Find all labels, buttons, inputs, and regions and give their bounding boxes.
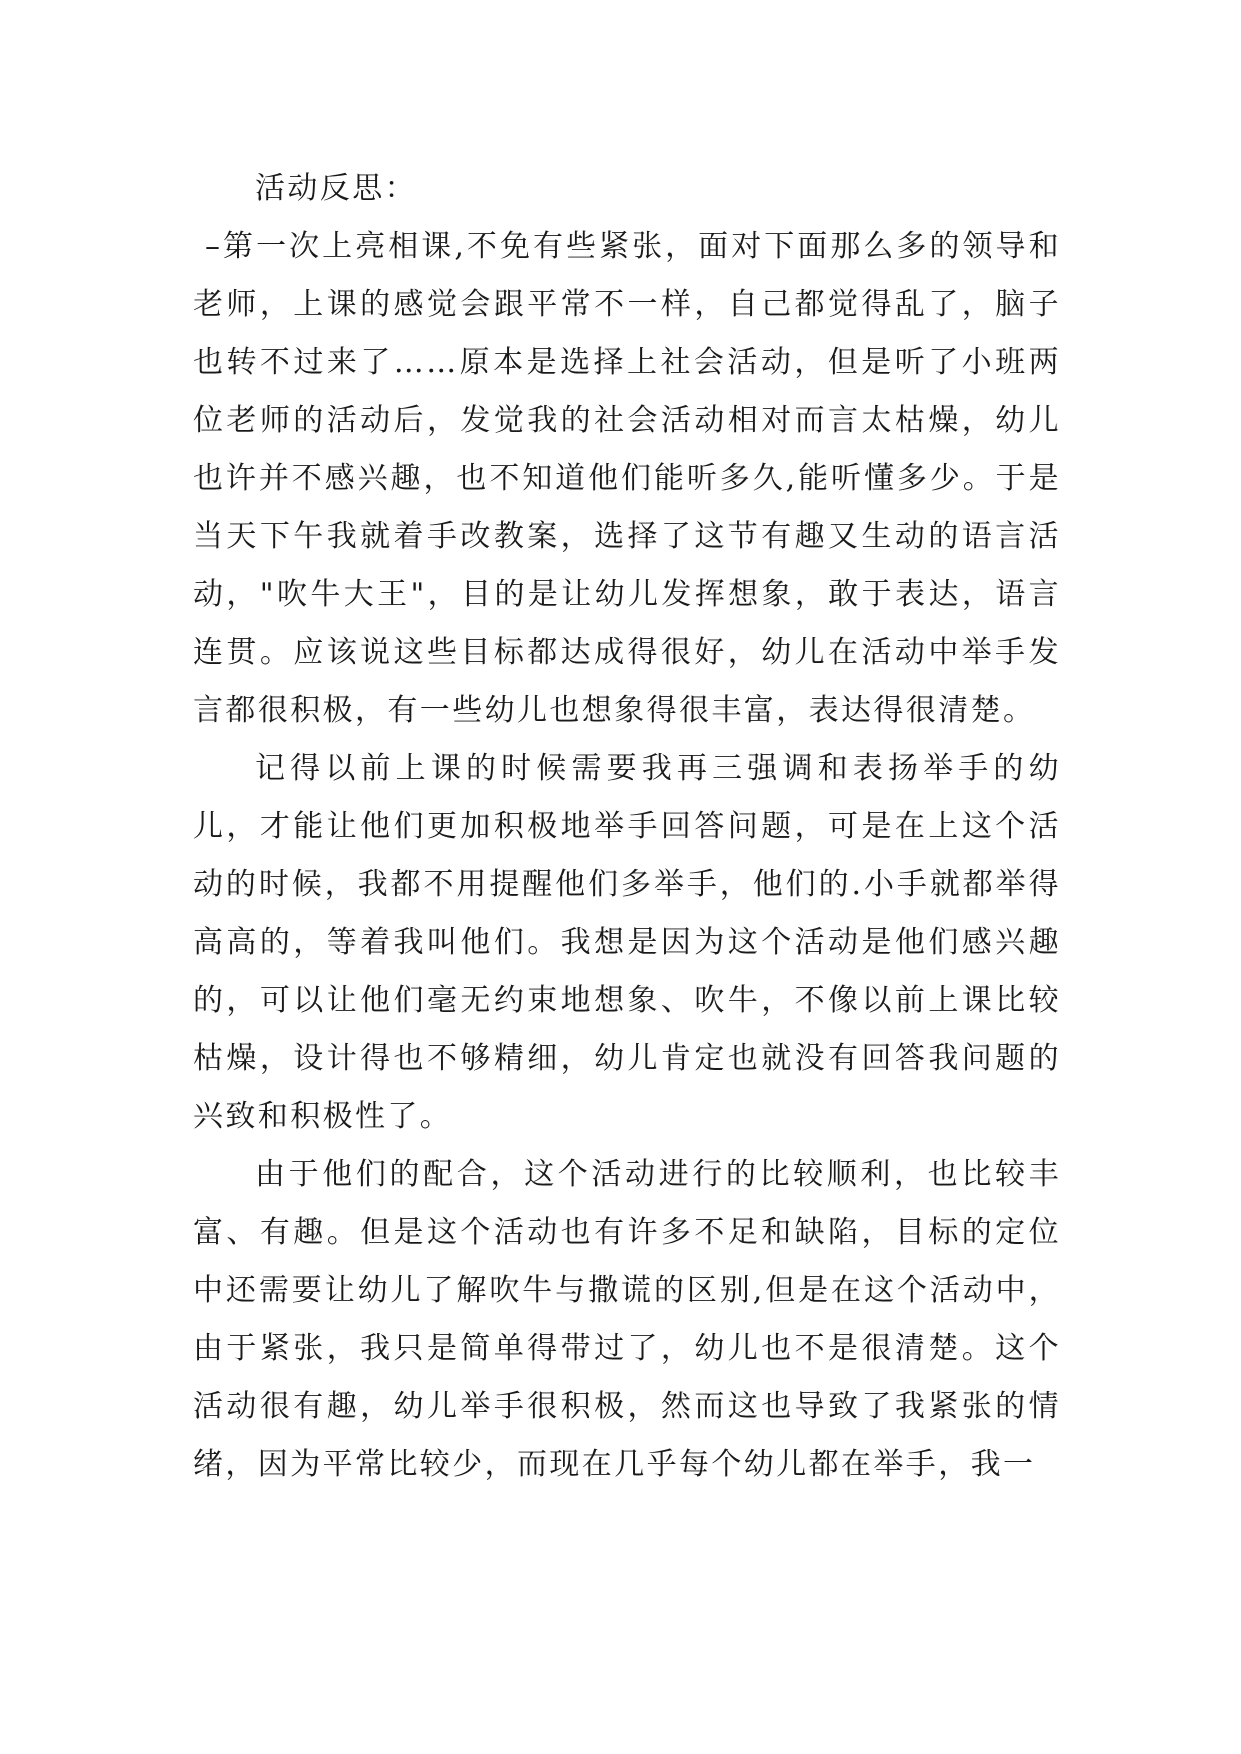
paragraph-3: 由于他们的配合，这个活动进行的比较顺利，也比较丰富、有趣。但是这个活动也有许多不足和缺陷，目标的定位中还需要让幼儿了解吹牛与撒谎的区别,但是在这个活动中，由于紧张，我只是简单得带过了，幼儿也不是很清楚。这个活动很有趣，幼儿举手很积极，然而这也导致了我紧张的情绪，因为平常比较少，而现在几乎每个幼儿都在举手，我一 <box>193 1157 1061 1482</box>
paragraph-1: –第一次上亮相课,不免有些紧张，面对下面那么多的领导和老师，上课的感觉会跟平常不一样，自己都觉得乱了，脑子也转不过来了……原本是选择上社会活动，但是听了小班两位老师的活动后，发觉我的社会活动相对而言太枯燥，幼儿也许并不感兴趣，也不知道他们能听多久,能听懂多少。于是当天下午我就着手改教案，选择了这节有趣又生动的语言活动，"吹牛大王"，目的是让幼儿发挥想象，敢于表达，语言连贯。应该说这些目标都达成得很好，幼儿在活动中举手发言都很积极，有一些幼儿也想象得很丰富，表达得很清楚。 <box>193 229 1061 728</box>
document-body <box>193 160 1061 1494</box>
section-heading: 活动反思： <box>255 171 417 206</box>
paragraph-2: 记得以前上课的时候需要我再三强调和表扬举手的幼儿，才能让他们更加积极地举手回答问题，可是在上这个活动的时候，我都不用提醒他们多举手，他们的.小手就都举得高高的，等着我叫他们。我想是因为这个活动是他们感兴趣的，可以让他们毫无约束地想象、吹牛，不像以前上课比较枯燥，设计得也不够精细，幼儿肯定也就没有回答我问题的兴致和积极性了。 <box>193 751 1061 1134</box>
